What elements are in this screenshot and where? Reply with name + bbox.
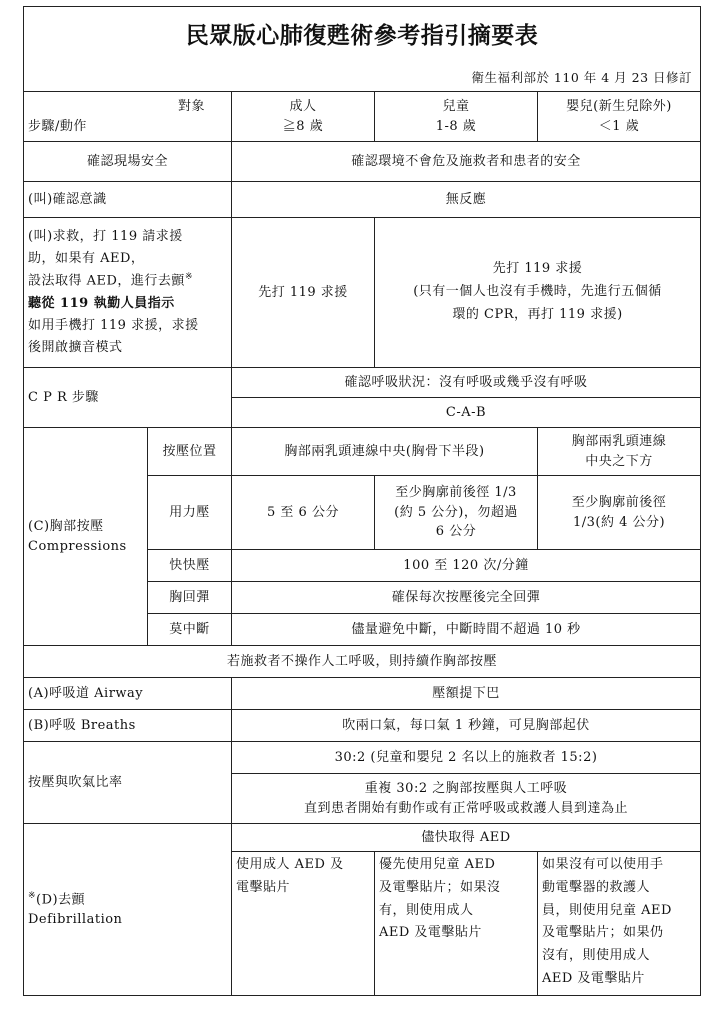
compressions-position-row	[24, 428, 701, 476]
defib-child	[375, 852, 538, 996]
force-child-line-1: 至少胸廓前後徑 1/3	[395, 485, 517, 501]
ratio-label: 按壓與吹氣比率	[24, 742, 232, 824]
call-adult: 先打 119 求援	[232, 218, 375, 368]
force-infant	[538, 476, 701, 550]
position-infant	[538, 428, 701, 476]
cpr-sequence: C-A-B	[232, 398, 701, 428]
breaths-row	[24, 710, 701, 742]
defib-asap: 儘快取得 AED	[232, 824, 701, 852]
cpr-row-1	[24, 368, 701, 398]
position-adult-child: 胸部兩乳頭連線中央(胸骨下半段)	[232, 428, 538, 476]
defib-adult	[232, 852, 375, 996]
defib-infant-line-3: 員，則使用兒童 AED	[542, 902, 672, 918]
safety-label: 確認現場安全	[24, 142, 232, 182]
defib-infant-line-2: 動電擊器的救護人	[542, 879, 651, 895]
header-child-age: 1-8 歲	[435, 118, 477, 134]
cpr-summary-sheet	[23, 6, 700, 996]
defib-label-line-1: ※(D)去顫	[28, 890, 86, 908]
defib-child-line-1: 優先使用兒童 AED	[379, 857, 496, 872]
cpr-breathing-check: 確認呼吸狀況：沒有呼吸或幾乎沒有呼吸	[232, 368, 701, 398]
ratio-repeat-line-1: 重複 30:2 之胸部按壓與人工呼吸	[364, 781, 568, 796]
recoil-value: 確保每次按壓後完全回彈	[232, 582, 701, 614]
airway-label: (A)呼吸道 Airway	[24, 678, 232, 710]
call-line-6: 後開啟擴音模式	[28, 339, 123, 355]
defib-adult-line-2: 電擊貼片	[236, 879, 291, 895]
header-infant-age: ＜1 歲	[598, 118, 640, 134]
consciousness-value: 無反應	[232, 182, 701, 218]
position-infant-line-2: 中央之下方	[585, 453, 653, 469]
safety-row	[24, 142, 701, 182]
defib-adult-line-1: 使用成人 AED 及	[236, 857, 344, 872]
compressions-label-line-2: Compressions	[28, 538, 127, 554]
no-breath-note: 若施救者不操作人工呼吸，則持續作胸部按壓	[24, 646, 701, 678]
header-target-label: 對象	[177, 99, 205, 114]
force-child-line-2: (約 5 公分)，勿超過	[394, 504, 518, 520]
force-infant-line-1: 至少胸廓前後徑	[571, 495, 667, 510]
call-child-infant-line-2: (只有一個人也沒有手機時，先進行五個循	[413, 284, 662, 300]
defib-infant-line-1: 如果沒有可以使用手	[542, 857, 664, 872]
defib-label-line-2: Defibrillation	[28, 911, 123, 927]
call-row	[24, 218, 701, 368]
ratio-value: 30:2 (兒童和嬰兒 2 名以上的施救者 15:2)	[232, 742, 701, 774]
defib-child-line-3: 有，則使用成人	[379, 902, 474, 918]
defib-infant-line-4: 及電擊貼片；如果仍	[542, 925, 664, 941]
header-infant	[538, 92, 701, 142]
force-child	[375, 476, 538, 550]
compressions-label	[24, 428, 148, 646]
header-child	[375, 92, 538, 142]
header-step-label: 步驟/動作	[28, 118, 87, 134]
breaths-value: 吹兩口氣，每口氣 1 秒鐘，可見胸部起伏	[232, 710, 701, 742]
consciousness-row	[24, 182, 701, 218]
force-label: 用力壓	[148, 476, 232, 550]
defib-row-1	[24, 824, 701, 852]
defib-label	[24, 824, 232, 996]
header-child-label: 兒童	[442, 99, 470, 114]
header-infant-label: 嬰兒(新生兒除外)	[566, 99, 672, 114]
call-line-3: 設法取得 AED，進行去顫※	[28, 272, 193, 289]
defib-infant-line-5: 沒有，則使用成人	[542, 948, 651, 963]
call-child-infant	[375, 218, 701, 368]
header-adult-age: ≧8 歲	[282, 118, 324, 134]
call-child-infant-line-1: 先打 119 求援	[492, 261, 583, 277]
call-child-infant-line-3: 環的 CPR，再打 119 求援)	[452, 306, 623, 322]
call-line-2: 助，如果有 AED，	[28, 251, 145, 267]
recoil-label: 胸回彈	[148, 582, 232, 614]
call-line-4: 聽從 119 執勤人員指示	[28, 295, 175, 311]
rate-value: 100 至 120 次/分鐘	[232, 550, 701, 582]
interrupt-value: 儘量避免中斷，中斷時間不超過 10 秒	[232, 614, 701, 646]
ratio-row-1	[24, 742, 701, 774]
force-infant-line-2: 1/3(約 4 公分)	[572, 514, 666, 530]
header-adult-label: 成人	[289, 99, 317, 114]
position-infant-line-1: 胸部兩乳頭連線	[571, 434, 667, 449]
breaths-label: (B)呼吸 Breaths	[24, 710, 232, 742]
defib-infant	[538, 852, 701, 996]
defib-child-line-2: 及電擊貼片；如果沒	[379, 879, 501, 895]
header-row	[24, 92, 701, 142]
interrupt-label: 莫中斷	[148, 614, 232, 646]
header-adult	[232, 92, 375, 142]
airway-row	[24, 678, 701, 710]
airway-value: 壓額提下巴	[232, 678, 701, 710]
force-child-line-3: 6 公分	[435, 524, 477, 540]
ratio-repeat-line-2: 直到患者開始有動作或有正常呼吸或救護人員到達為止	[304, 800, 629, 816]
defib-child-line-4: AED 及電擊貼片	[379, 925, 482, 941]
force-adult: 5 至 6 公分	[232, 476, 375, 550]
defib-infant-line-6: AED 及電擊貼片	[542, 970, 645, 986]
page-title: 民眾版心肺復甦術參考指引摘要表	[24, 7, 701, 66]
revision-note: 衛生福利部於 110 年 4 月 23 日修訂	[24, 65, 701, 92]
cpr-label: C P R 步驟	[24, 368, 232, 428]
call-line-1: (叫)求救，打 119 請求援	[28, 229, 183, 245]
no-breath-row	[24, 646, 701, 678]
cpr-summary-table	[23, 6, 701, 996]
compressions-label-line-1: (C)胸部按壓	[28, 519, 104, 534]
call-line-5: 如用手機打 119 求援，求援	[28, 317, 199, 333]
position-label: 按壓位置	[148, 428, 232, 476]
call-label	[24, 218, 232, 368]
rate-label: 快快壓	[148, 550, 232, 582]
consciousness-label: (叫)確認意識	[24, 182, 232, 218]
safety-value: 確認環境不會危及施救者和患者的安全	[232, 142, 701, 182]
ratio-repeat	[232, 774, 701, 824]
header-target-step-cell	[24, 92, 232, 142]
